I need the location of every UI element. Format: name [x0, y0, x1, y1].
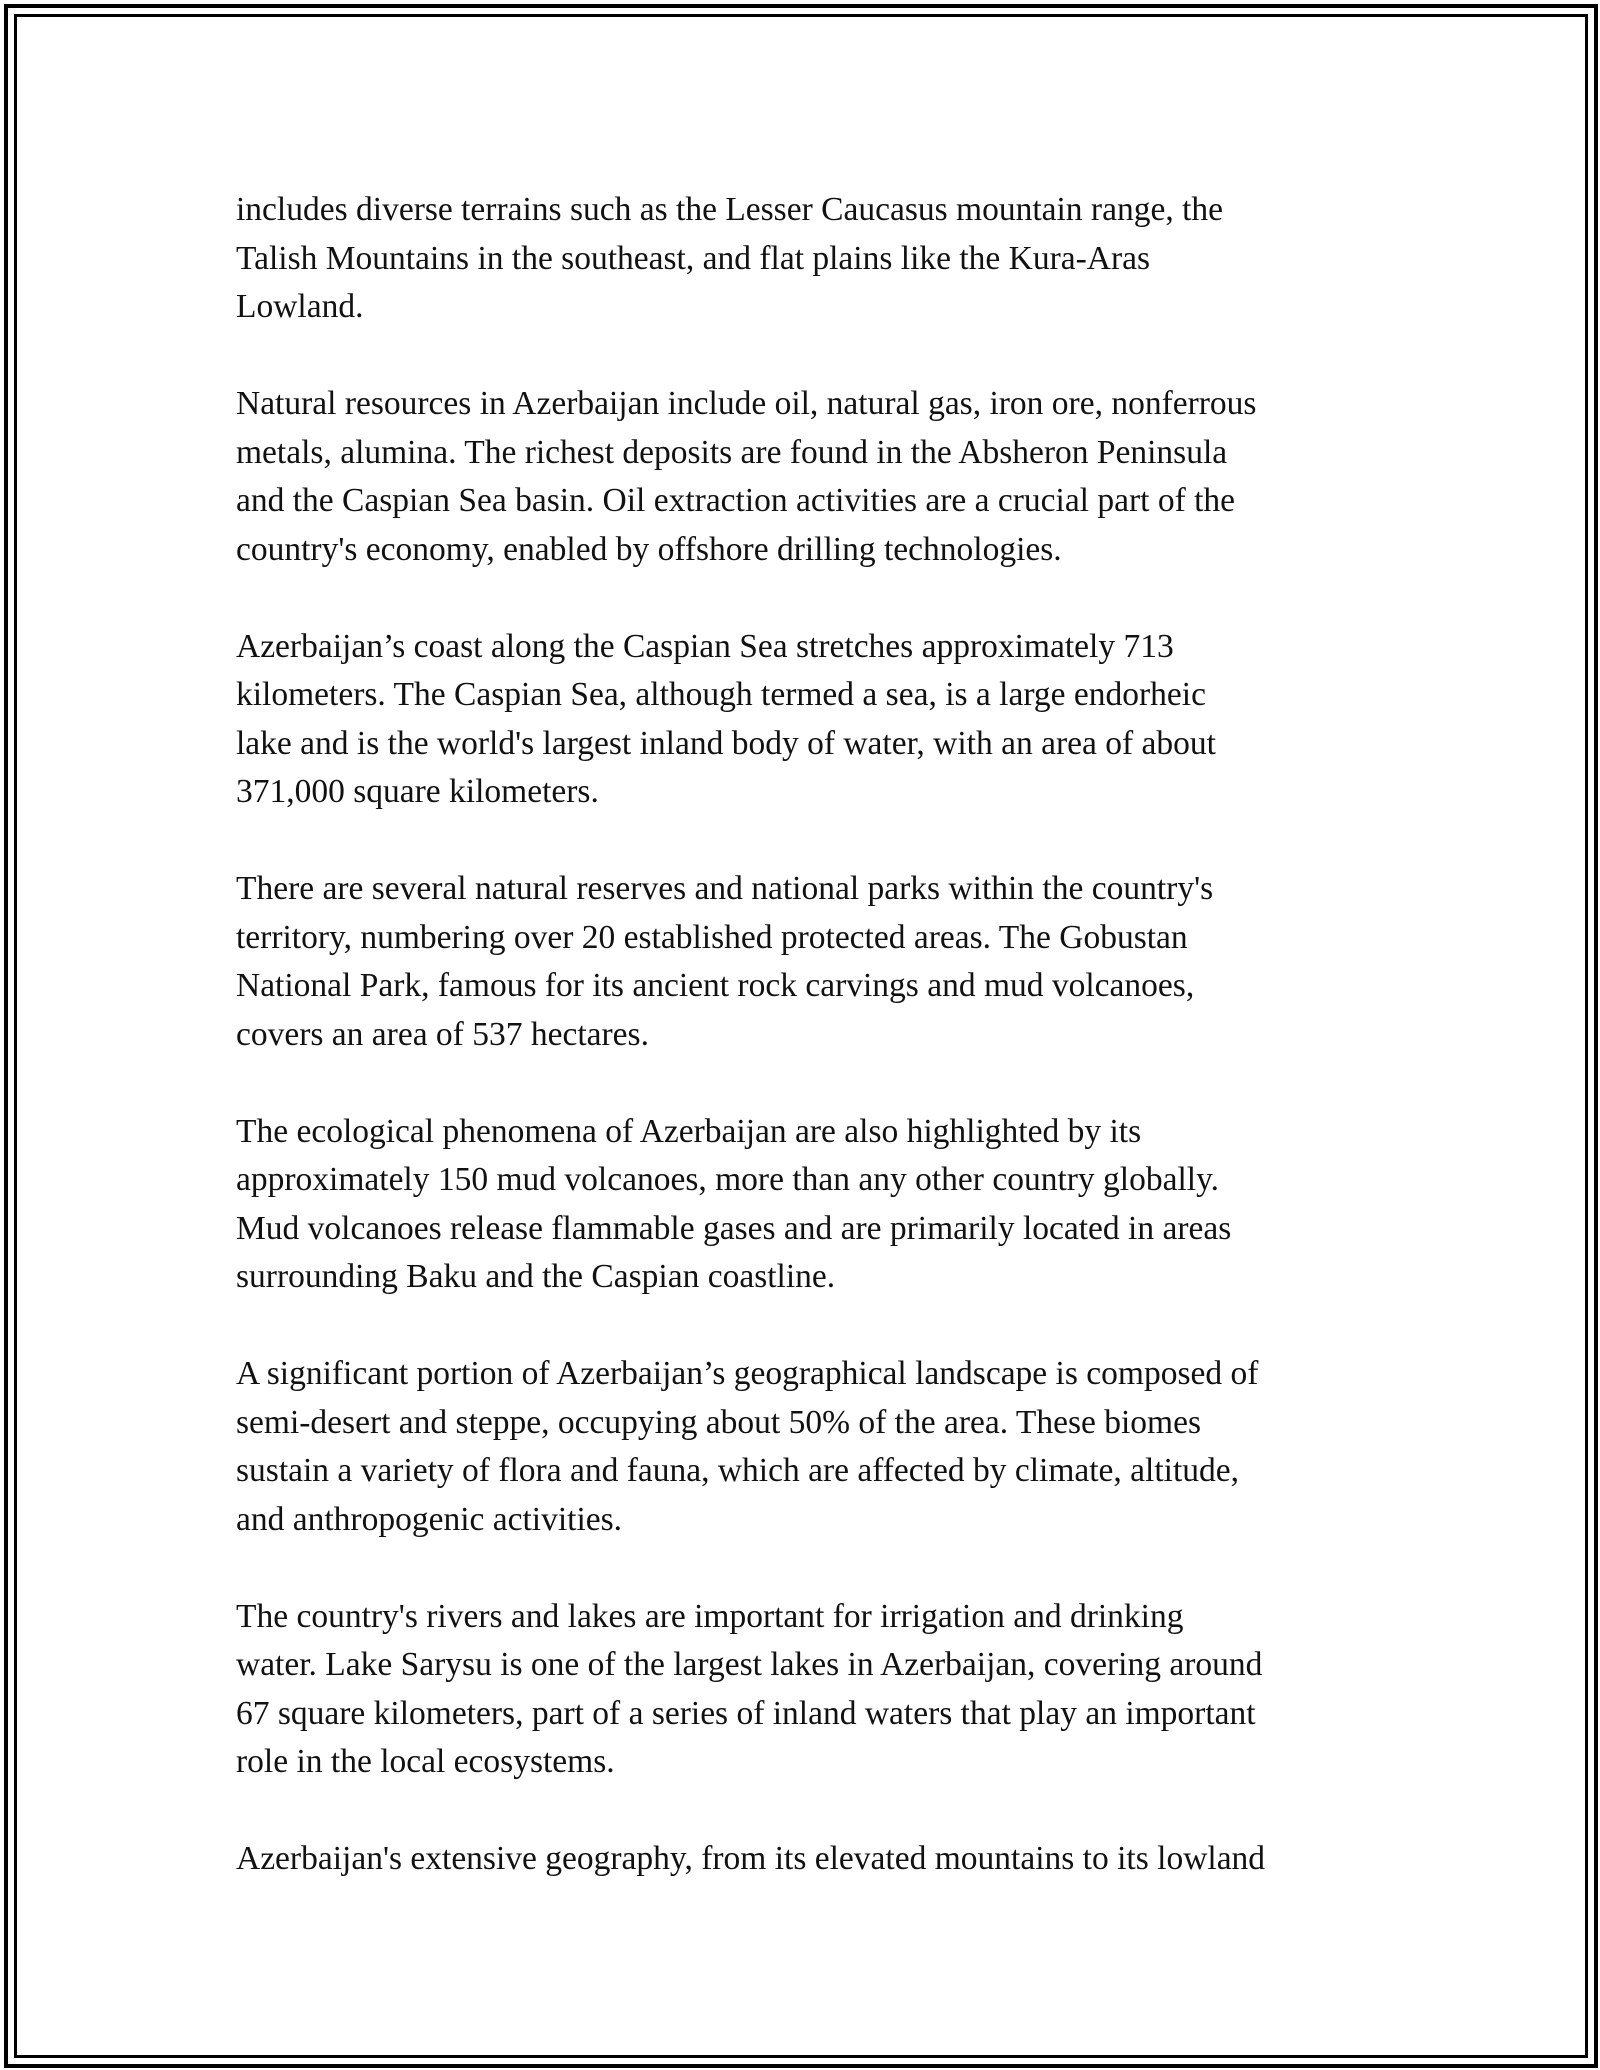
paragraph: There are several natural reserves and national parks within the country's territory, numbering over 20 established protected areas. The Gobustan National Park, famous for its ancient rock carvings and mud volcanoes, covers an area of 537 hectares. [236, 870, 1214, 1053]
paragraph: Natural resources in Azerbaijan include oil, natural gas, iron ore, nonferrous metals, alumina. The richest deposits are found in the Absheron Peninsula and the Caspian Sea basin. Oil extraction activities are a crucial part of the country's economy, enabled by offshore drilling technologies. [236, 385, 1257, 568]
document-body [236, 186, 1386, 1884]
paragraph: Azerbaijan's extensive geography, from its elevated mountains to its lowland [236, 1840, 1266, 1877]
paragraph: includes diverse terrains such as the Lesser Caucasus mountain range, the Talish Mountains in the southeast, and flat plains like the Kura-Aras Lowland. [236, 191, 1224, 325]
paragraph: The country's rivers and lakes are important for irrigation and drinking water. Lake Sarysu is one of the largest lakes in Azerbaijan, covering around 67 square kilometers, part of a series of inland waters that play an important role in the local ecosystems. [236, 1597, 1263, 1780]
paragraph: The ecological phenomena of Azerbaijan are also highlighted by its approximately 150 mud volcanoes, more than any other country globally. Mud volcanoes release flammable gases and are primarily located in areas surrounding Baku and the Caspian coastline. [236, 1112, 1232, 1295]
paragraph: A significant portion of Azerbaijan’s geographical landscape is composed of semi-desert and steppe, occupying about 50% of the area. These biomes sustain a variety of flora and fauna, which are affected by climate, altitude, and anthropogenic activities. [236, 1355, 1259, 1538]
paragraph: Azerbaijan’s coast along the Caspian Sea stretches approximately 713 kilometers. The Caspian Sea, although termed a sea, is a large endorheic lake and is the world's largest inland body of water, with an area of about 371,000 square kilometers. [236, 627, 1216, 810]
